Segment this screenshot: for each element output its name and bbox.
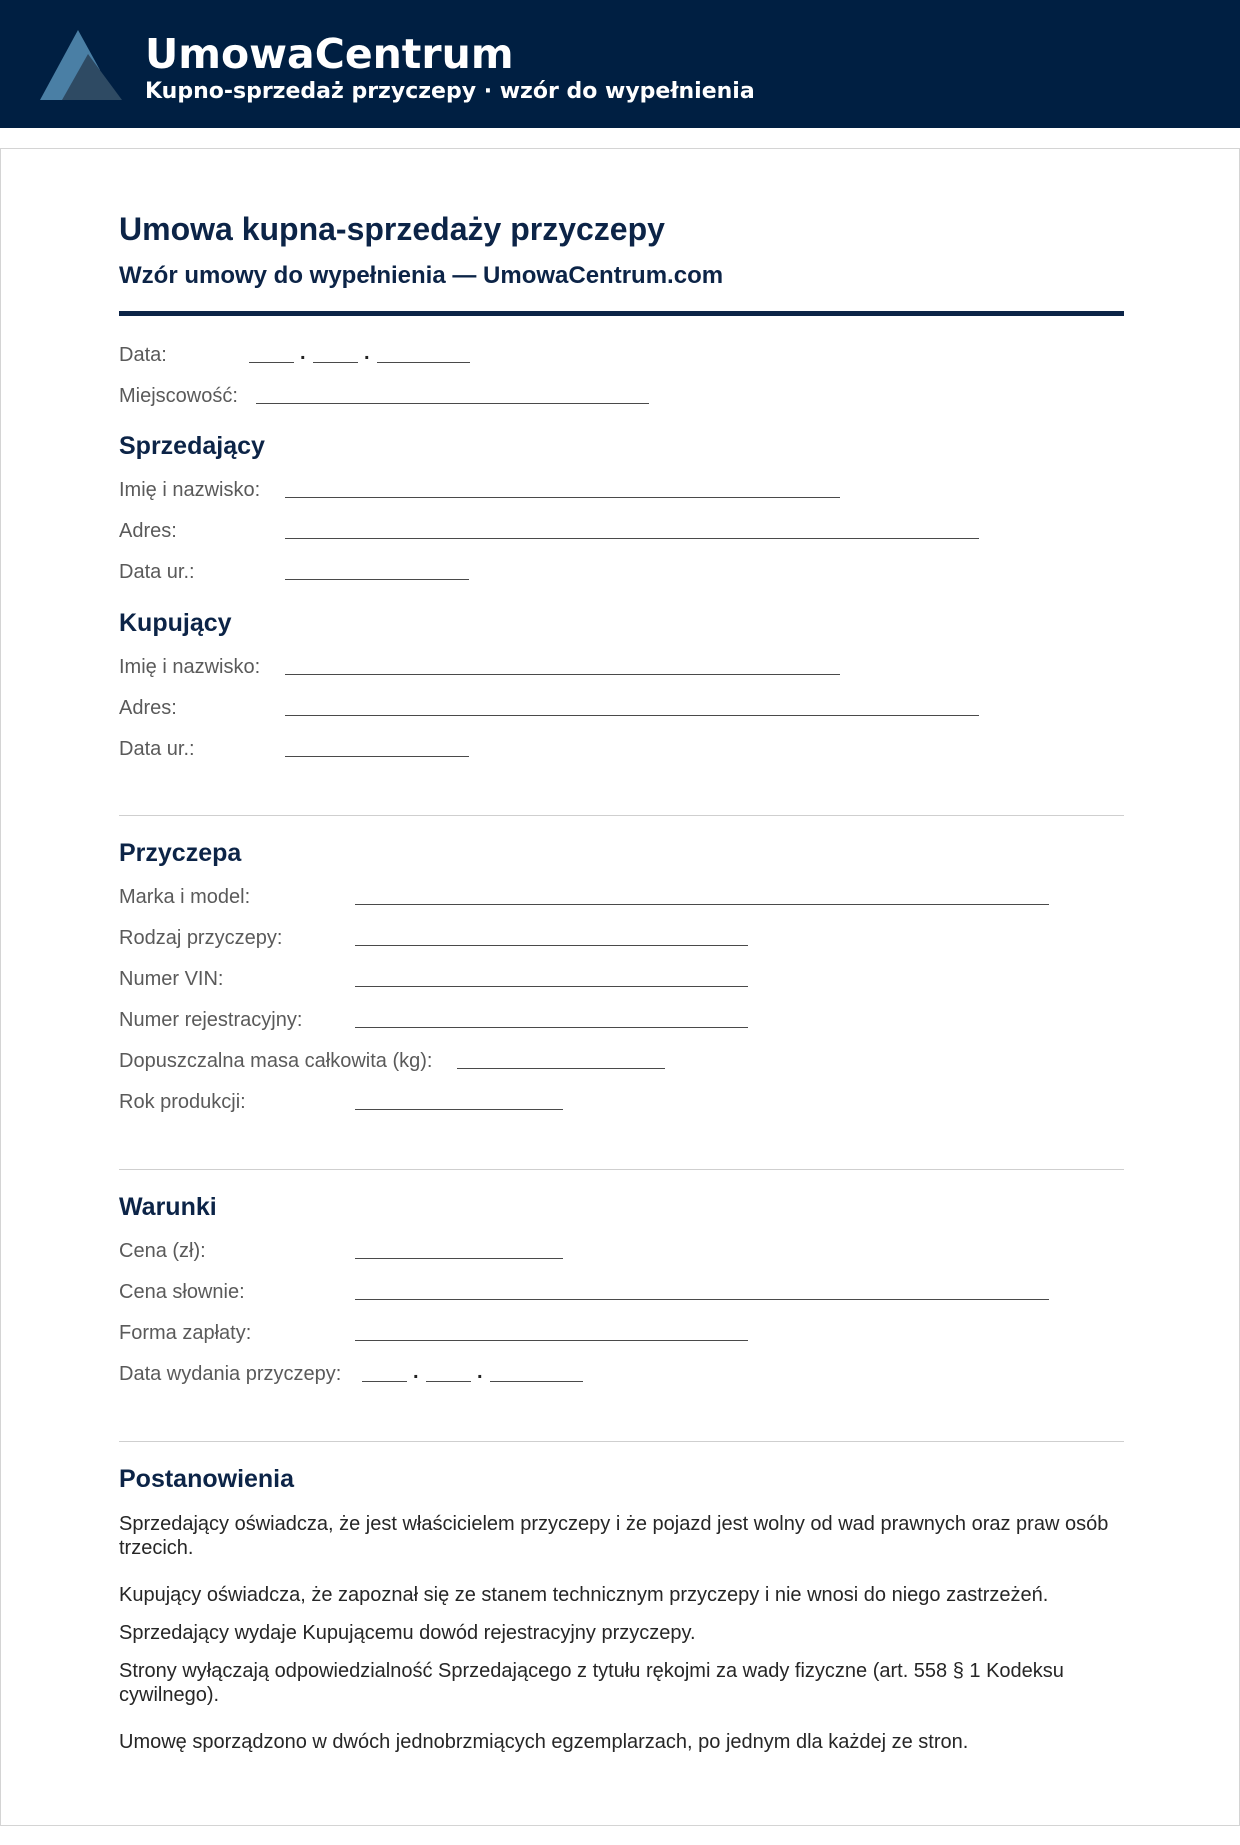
section-divider bbox=[119, 1441, 1124, 1442]
trailer-year-label: Rok produkcji: bbox=[119, 1091, 246, 1113]
date-year-field[interactable] bbox=[377, 362, 470, 363]
buyer-name-field[interactable] bbox=[285, 674, 840, 675]
price-label: Cena (zł): bbox=[119, 1240, 206, 1262]
date-row bbox=[119, 341, 519, 369]
seller-heading: Sprzedający bbox=[119, 432, 265, 460]
place-row bbox=[119, 382, 679, 410]
buyer-name-label: Imię i nazwisko: bbox=[119, 656, 261, 678]
price-words-row bbox=[119, 1278, 1079, 1306]
seller-name-label: Imię i nazwisko: bbox=[119, 479, 261, 501]
page-subtitle: Wzór umowy do wypełnienia — UmowaCentrum.com bbox=[119, 262, 724, 289]
seller-dob-row bbox=[119, 558, 519, 586]
buyer-address-row bbox=[119, 694, 1019, 722]
buyer-name-row bbox=[119, 653, 819, 681]
price-row bbox=[119, 1237, 819, 1265]
payment-label: Forma zapłaty: bbox=[119, 1322, 252, 1344]
buyer-dob-field[interactable] bbox=[285, 756, 469, 757]
provision-item: Sprzedający oświadcza, że jest właścicielem przyczepy i że pojazd jest wolny od wad prawnych oraz praw osób trzecich. bbox=[119, 1513, 1109, 1559]
trailer-vin-label: Numer VIN: bbox=[119, 968, 224, 990]
seller-dob-field[interactable] bbox=[285, 579, 469, 580]
trailer-year-row bbox=[119, 1088, 819, 1116]
trailer-vin-field[interactable] bbox=[355, 986, 748, 987]
trailer-make-field[interactable] bbox=[355, 904, 1049, 905]
section-divider bbox=[119, 815, 1124, 816]
trailer-gvw-row bbox=[119, 1047, 819, 1075]
trailer-make-row bbox=[119, 883, 1079, 911]
seller-name-field[interactable] bbox=[285, 497, 840, 498]
trailer-gvw-field[interactable] bbox=[457, 1068, 665, 1069]
buyer-address-label: Adres: bbox=[119, 697, 177, 719]
date-separator: . bbox=[477, 1361, 483, 1383]
trailer-gvw-label: Dopuszczalna masa całkowita (kg): bbox=[119, 1050, 433, 1072]
seller-address-row bbox=[119, 517, 1019, 545]
mountain-logo-icon bbox=[40, 28, 122, 100]
date-day-field[interactable] bbox=[249, 362, 294, 363]
date-separator: . bbox=[300, 342, 306, 364]
provision-item: Kupujący oświadcza, że zapoznał się ze stanem technicznym przyczepy i nie wnosi do niego zastrzeżeń. bbox=[119, 1584, 1049, 1606]
seller-address-field[interactable] bbox=[285, 538, 979, 539]
handover-month-field[interactable] bbox=[426, 1381, 471, 1382]
terms-heading: Warunki bbox=[119, 1193, 217, 1221]
trailer-vin-row bbox=[119, 965, 819, 993]
seller-dob-label: Data ur.: bbox=[119, 561, 195, 583]
buyer-dob-label: Data ur.: bbox=[119, 738, 195, 760]
page-title: Umowa kupna-sprzedaży przyczepy bbox=[119, 211, 665, 247]
date-month-field[interactable] bbox=[313, 362, 358, 363]
title-divider bbox=[119, 311, 1124, 316]
section-divider bbox=[119, 1169, 1124, 1170]
buyer-address-field[interactable] bbox=[285, 715, 979, 716]
provision-item: Sprzedający wydaje Kupującemu dowód rejestracyjny przyczepy. bbox=[119, 1622, 696, 1644]
date-separator: . bbox=[364, 342, 370, 364]
provisions-heading: Postanowienia bbox=[119, 1465, 295, 1493]
handover-day-field[interactable] bbox=[362, 1381, 407, 1382]
handover-label: Data wydania przyczepy: bbox=[119, 1363, 342, 1385]
price-words-label: Cena słownie: bbox=[119, 1281, 245, 1303]
place-label: Miejscowość: bbox=[119, 385, 238, 407]
handover-year-field[interactable] bbox=[490, 1381, 583, 1382]
trailer-type-field[interactable] bbox=[355, 945, 748, 946]
buyer-heading: Kupujący bbox=[119, 609, 232, 637]
trailer-year-field[interactable] bbox=[355, 1109, 563, 1110]
trailer-type-row bbox=[119, 924, 819, 952]
seller-address-label: Adres: bbox=[119, 520, 177, 542]
price-words-field[interactable] bbox=[355, 1299, 1049, 1300]
payment-field[interactable] bbox=[355, 1340, 748, 1341]
header-bar bbox=[0, 0, 1240, 128]
price-field[interactable] bbox=[355, 1258, 563, 1259]
date-label: Data: bbox=[119, 344, 167, 366]
brand-name: UmowaCentrum bbox=[145, 30, 514, 78]
trailer-reg-field[interactable] bbox=[355, 1027, 748, 1028]
place-field[interactable] bbox=[256, 403, 649, 404]
payment-row bbox=[119, 1319, 819, 1347]
provision-item: Umowę sporządzono w dwóch jednobrzmiących egzemplarzach, po jednym dla każdej ze stron. bbox=[119, 1731, 969, 1753]
trailer-type-label: Rodzaj przyczepy: bbox=[119, 927, 283, 949]
seller-name-row bbox=[119, 476, 819, 504]
contract-sheet bbox=[0, 148, 1240, 1826]
trailer-reg-label: Numer rejestracyjny: bbox=[119, 1009, 303, 1031]
buyer-dob-row bbox=[119, 735, 519, 763]
trailer-heading: Przyczepa bbox=[119, 839, 242, 867]
date-separator: . bbox=[413, 1361, 419, 1383]
handover-row bbox=[119, 1360, 619, 1388]
trailer-reg-row bbox=[119, 1006, 819, 1034]
provision-item: Strony wyłączają odpowiedzialność Sprzedającego z tytułu rękojmi za wady fizyczne (art. 558 § 1 Kodeksu cywilnego). bbox=[119, 1660, 1064, 1706]
brand-tagline: Kupno-sprzedaż przyczepy · wzór do wypełnienia bbox=[145, 79, 755, 104]
trailer-make-label: Marka i model: bbox=[119, 886, 251, 908]
